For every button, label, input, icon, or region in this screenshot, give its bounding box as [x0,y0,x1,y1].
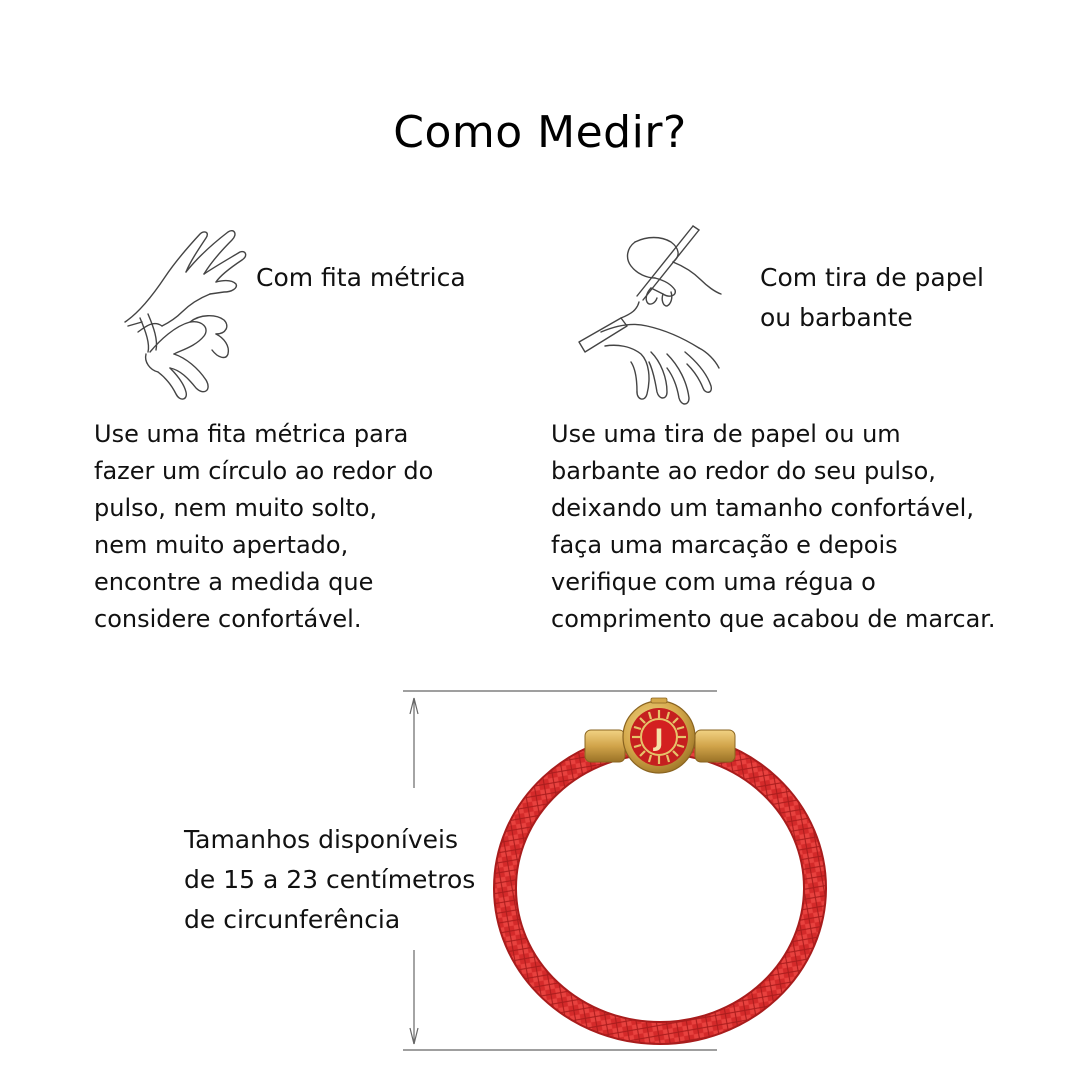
tape-caption: Com fita métrica [256,263,466,292]
hand-measuring-tape-icon [120,222,250,404]
red-braided-bracelet-icon [395,680,835,1054]
hand-paper-strip-icon [575,222,725,408]
clasp-letter: J [654,724,664,752]
page-title: Como Medir? [393,107,687,159]
paper-caption-line2: ou barbante [760,303,913,332]
tape-instructions: Use uma fita métrica para fazer um círculo ao redor do pulso, nem muito solto, nem muito apertado, encontre a medida que considere confortável. [94,420,434,633]
paper-instructions: Use uma tira de papel ou um barbante ao redor do seu pulso, deixando um tamanho confortável, faça uma marcação e depois verifique com uma régua o comprimento que acabou de marcar. [551,420,996,633]
available-sizes-text: Tamanhos disponíveis de 15 a 23 centímetros de circunferência [184,825,476,934]
paper-caption-line1: Com tira de papel [760,263,984,292]
paper-caption [760,258,984,338]
